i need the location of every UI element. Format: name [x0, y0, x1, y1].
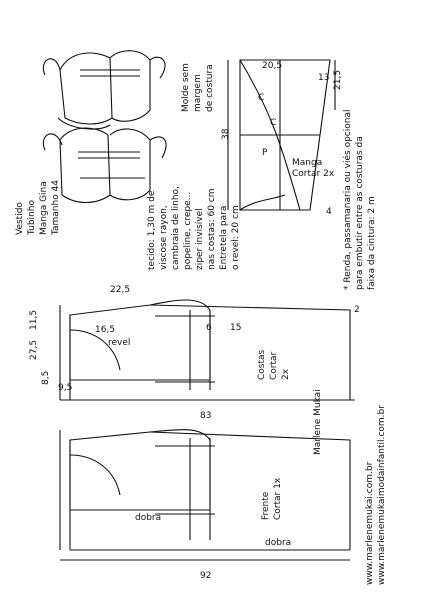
- back-pattern: [60, 300, 355, 400]
- dim-small-a: 9,5: [58, 383, 73, 393]
- fabric-line-1: tecido: 1,30 m de: [147, 190, 157, 270]
- trim-note-1: * Renda, passamanaria ou viés opcional: [343, 109, 353, 290]
- dim-fold-front: dobra: [265, 538, 292, 548]
- trim-note-2: para embutir entre as costuras da: [355, 136, 365, 290]
- dim-shoulder: 8,5: [41, 370, 51, 385]
- dim-sleeve-21-5: 21,5: [333, 69, 343, 90]
- sleeve-note-1: Molde sem: [181, 63, 191, 112]
- dim-small-b: 16,5: [95, 325, 116, 335]
- fabric-line-4: popeline, crepe...: [183, 191, 193, 270]
- dim-waist: 6: [206, 323, 212, 333]
- fabric-line-2: viscose rayon,: [159, 205, 169, 270]
- dim-bottom-front: 92: [200, 571, 212, 581]
- dim-bottom-back: 83: [200, 411, 212, 421]
- website-2: www.marlenemukaimodainfantil.com.br: [377, 405, 387, 585]
- title-line-1: Vestido: [15, 202, 25, 235]
- dim-armhole-sub: 11,5: [29, 309, 39, 330]
- website-1: www.marlenemukai.com.br: [365, 461, 375, 585]
- sleeve-part-left: P: [262, 148, 268, 158]
- dress-illustration: [43, 51, 166, 203]
- signature: Marlene Mukai: [313, 389, 323, 455]
- fabric-line-5: ziper invisível: [195, 208, 205, 270]
- dim-side-b: 15: [230, 323, 242, 333]
- sleeve-note-2: margem: [193, 74, 203, 112]
- back-label-3: 2x: [281, 368, 291, 380]
- sleeve-part-label-2: Cortar 2x: [292, 169, 335, 179]
- fabric-line-8: o revel: 20 cm: [231, 205, 241, 270]
- dim-sleeve-38: 38: [221, 128, 231, 140]
- sleeve-part-top: C: [258, 93, 265, 103]
- sleeve-note-3: de costura: [205, 64, 215, 112]
- dim-side-c: 4: [326, 207, 332, 217]
- back-label-1: Costas: [257, 349, 267, 380]
- dim-armhole-total: 27,5: [29, 339, 39, 360]
- title-line-4: Tamanho 44: [51, 179, 61, 235]
- dim-revel: revel: [108, 338, 131, 348]
- title-line-3: Manga Gina: [39, 181, 49, 235]
- sleeve-part-label-1: Manga: [292, 158, 323, 168]
- dim-sleeve-20-5: 20,5: [262, 61, 283, 71]
- back-label-2: Cortar: [269, 351, 279, 380]
- dim-side-a: 2: [354, 305, 360, 315]
- fabric-line-7: Entretela para: [219, 205, 229, 270]
- dim-top-width: 22,5: [110, 285, 131, 295]
- front-label-2: Cortar 1x: [273, 477, 283, 520]
- front-pattern: [60, 430, 350, 560]
- sleeve-part-center: C: [270, 118, 277, 128]
- front-label-1: Frente: [261, 491, 271, 520]
- title-line-2: Tubinho: [27, 200, 37, 235]
- dim-sleeve-13: 13: [318, 73, 330, 83]
- fabric-line-6: nas costas: 60 cm: [207, 188, 217, 270]
- dim-fold-back: dobra: [135, 513, 162, 523]
- fabric-line-3: cambraia de linho,: [171, 186, 181, 270]
- trim-note-3: faixa da cintura: 2 m: [367, 196, 377, 290]
